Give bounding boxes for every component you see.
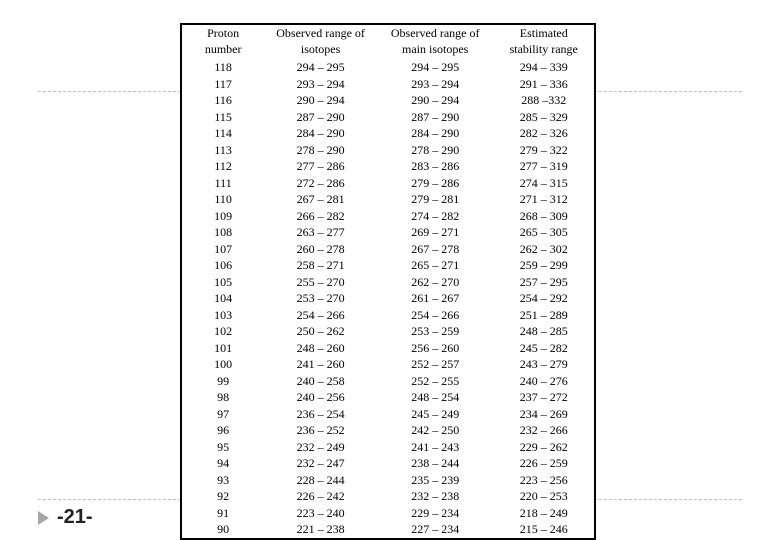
cell-observed-range: 260 – 278 — [296, 241, 345, 256]
header-stability-range — [493, 24, 595, 59]
table-row — [181, 472, 595, 489]
cell-proton-number: 93 — [217, 472, 230, 487]
cell-proton-number: 105 — [214, 274, 233, 289]
cell-observed-range: 272 – 286 — [296, 175, 345, 190]
cell-proton-number: 112 — [214, 159, 232, 173]
cell-proton-number: 103 — [214, 307, 233, 322]
cell-stability-range: 285 – 329 — [519, 109, 568, 124]
cell-observed-range: 278 – 290 — [296, 142, 345, 157]
cell-stability-range: 257 – 295 — [519, 274, 568, 289]
cell-stability-range: 277 – 319 — [519, 159, 568, 173]
cell-main-isotopes: 269 – 271 — [411, 225, 460, 239]
header-line: Observed range of — [276, 26, 365, 40]
cell-main-isotopes: 279 – 286 — [411, 175, 460, 190]
cell-stability-range: 291 – 336 — [519, 76, 568, 91]
cell-main-isotopes: 232 – 238 — [411, 489, 460, 503]
cell-observed-range: 223 – 240 — [296, 505, 345, 520]
table-row — [181, 142, 595, 159]
cell-stability-range: 240 – 276 — [519, 373, 568, 388]
table-row — [181, 422, 595, 439]
cell-proton-number: 110 — [214, 192, 232, 206]
table-body — [181, 59, 595, 539]
cell-main-isotopes: 242 – 250 — [411, 423, 460, 437]
cell-stability-range: 226 – 259 — [519, 456, 568, 470]
cell-main-isotopes: 241 – 243 — [411, 439, 460, 454]
cell-observed-range: 232 – 249 — [296, 439, 345, 454]
header-line: isotopes — [300, 42, 341, 56]
table-row — [181, 356, 595, 373]
header-observed-range — [264, 24, 377, 59]
cell-proton-number: 116 — [214, 93, 232, 107]
page-number: -21- — [57, 506, 93, 528]
cell-stability-range: 294 – 339 — [519, 60, 568, 74]
cell-proton-number: 99 — [217, 373, 230, 388]
cell-stability-range: 237 – 272 — [519, 390, 568, 404]
table-row — [181, 208, 595, 225]
cell-main-isotopes: 293 – 294 — [411, 76, 460, 91]
cell-stability-range: 265 – 305 — [519, 225, 568, 239]
cell-observed-range: 254 – 266 — [296, 307, 345, 322]
cell-main-isotopes: 262 – 270 — [411, 274, 460, 289]
cell-main-isotopes: 267 – 278 — [411, 241, 460, 256]
cell-stability-range: 288 –332 — [521, 93, 567, 107]
table-row — [181, 224, 595, 241]
isotope-range-table — [180, 23, 596, 540]
header-line: Observed range of — [390, 26, 480, 40]
table-row — [181, 505, 595, 522]
cell-stability-range: 248 – 285 — [519, 324, 568, 338]
cell-observed-range: 253 – 270 — [296, 291, 345, 305]
cell-observed-range: 263 – 277 — [296, 225, 345, 239]
header-proton-number — [181, 24, 264, 59]
cell-observed-range: 241 – 260 — [296, 357, 345, 371]
cell-proton-number: 97 — [217, 406, 230, 421]
cell-proton-number: 92 — [217, 489, 230, 503]
cell-observed-range: 240 – 256 — [296, 390, 345, 404]
cell-stability-range: 218 – 249 — [519, 505, 568, 520]
cell-observed-range: 236 – 254 — [296, 406, 345, 421]
table-row — [181, 323, 595, 340]
page-number-area — [38, 506, 93, 529]
cell-main-isotopes: 235 – 239 — [411, 472, 460, 487]
table-row — [181, 455, 595, 472]
cell-proton-number: 94 — [217, 456, 230, 470]
cell-proton-number: 117 — [214, 76, 232, 91]
cell-stability-range: 245 – 282 — [519, 340, 568, 355]
cell-observed-range: 228 – 244 — [296, 472, 345, 487]
table-row — [181, 274, 595, 291]
cell-observed-range: 255 – 270 — [296, 274, 345, 289]
cell-stability-range: 274 – 315 — [519, 175, 568, 190]
cell-observed-range: 248 – 260 — [296, 340, 345, 355]
cell-observed-range: 250 – 262 — [296, 324, 345, 338]
cell-proton-number: 111 — [214, 175, 232, 190]
cell-proton-number: 108 — [214, 225, 233, 239]
cell-stability-range: 243 – 279 — [519, 357, 568, 371]
cell-stability-range: 259 – 299 — [519, 258, 568, 272]
cell-main-isotopes: 284 – 290 — [411, 126, 460, 140]
cell-stability-range: 229 – 262 — [519, 439, 568, 454]
cell-observed-range: 258 – 271 — [296, 258, 345, 272]
cell-observed-range: 226 – 242 — [296, 489, 345, 503]
table-row — [181, 175, 595, 192]
cell-main-isotopes: 265 – 271 — [411, 258, 460, 272]
table-row — [181, 389, 595, 406]
cell-main-isotopes: 274 – 282 — [411, 208, 460, 223]
cell-main-isotopes: 261 – 267 — [411, 291, 460, 305]
cell-observed-range: 293 – 294 — [296, 76, 345, 91]
cell-observed-range: 221 – 238 — [296, 522, 345, 536]
cell-proton-number: 109 — [214, 208, 233, 223]
cell-stability-range: 223 – 256 — [519, 472, 568, 487]
cell-observed-range: 267 – 281 — [296, 192, 345, 206]
cell-proton-number: 113 — [214, 142, 232, 157]
header-line: number — [204, 42, 242, 56]
table-row — [181, 373, 595, 390]
table-row — [181, 158, 595, 175]
cell-main-isotopes: 287 – 290 — [411, 109, 460, 124]
table-row — [181, 191, 595, 208]
cell-stability-range: 215 – 246 — [519, 522, 568, 536]
cell-proton-number: 107 — [214, 241, 233, 256]
header-line: stability range — [509, 42, 578, 56]
cell-stability-range: 220 – 253 — [519, 489, 568, 503]
cell-main-isotopes: 252 – 255 — [411, 373, 460, 388]
cell-main-isotopes: 254 – 266 — [411, 307, 460, 322]
cell-observed-range: 290 – 294 — [296, 93, 345, 107]
cell-main-isotopes: 248 – 254 — [411, 390, 460, 404]
table-row — [181, 439, 595, 456]
cell-proton-number: 102 — [214, 324, 233, 338]
cell-proton-number: 118 — [214, 60, 232, 74]
cell-stability-range: 262 – 302 — [519, 241, 568, 256]
cell-main-isotopes: 253 – 259 — [411, 324, 460, 338]
cell-observed-range: 266 – 282 — [296, 208, 345, 223]
cell-main-isotopes: 227 – 234 — [411, 522, 460, 536]
table-row — [181, 521, 595, 539]
cell-proton-number: 98 — [217, 390, 230, 404]
cell-proton-number: 101 — [214, 340, 233, 355]
table-row — [181, 257, 595, 274]
cell-observed-range: 294 – 295 — [296, 60, 345, 74]
cell-proton-number: 114 — [214, 126, 232, 140]
table-row — [181, 340, 595, 357]
cell-observed-range: 236 – 252 — [296, 423, 345, 437]
cell-observed-range: 277 – 286 — [296, 159, 345, 173]
cell-proton-number: 96 — [217, 423, 230, 437]
cell-stability-range: 234 – 269 — [519, 406, 568, 421]
cell-observed-range: 240 – 258 — [296, 373, 345, 388]
header-line: main isotopes — [402, 42, 469, 56]
table-row — [181, 125, 595, 142]
header-row — [181, 24, 595, 59]
cell-main-isotopes: 278 – 290 — [411, 142, 460, 157]
table-row — [181, 241, 595, 258]
cell-proton-number: 95 — [217, 439, 230, 454]
cell-proton-number: 91 — [217, 505, 230, 520]
cell-stability-range: 279 – 322 — [519, 142, 568, 157]
table-row — [181, 59, 595, 76]
cell-proton-number: 106 — [214, 258, 233, 272]
cell-main-isotopes: 229 – 234 — [411, 505, 460, 520]
cell-main-isotopes: 279 – 281 — [411, 192, 460, 206]
cell-observed-range: 232 – 247 — [296, 456, 345, 470]
cell-main-isotopes: 245 – 249 — [411, 406, 460, 421]
header-line: Proton — [207, 26, 240, 40]
cell-main-isotopes: 238 – 244 — [411, 456, 460, 470]
cell-main-isotopes: 294 – 295 — [411, 60, 460, 74]
cell-stability-range: 282 – 326 — [519, 126, 568, 140]
table-row — [181, 76, 595, 93]
cell-stability-range: 251 – 289 — [519, 307, 568, 322]
cell-proton-number: 115 — [214, 109, 232, 124]
table-row — [181, 109, 595, 126]
table-row — [181, 290, 595, 307]
cell-proton-number: 100 — [214, 357, 233, 371]
cell-stability-range: 254 – 292 — [519, 291, 568, 305]
cell-main-isotopes: 256 – 260 — [411, 340, 460, 355]
table-row — [181, 307, 595, 324]
cell-stability-range: 232 – 266 — [519, 423, 568, 437]
cell-proton-number: 104 — [214, 291, 233, 305]
cell-proton-number: 90 — [217, 522, 230, 536]
table-row — [181, 406, 595, 423]
cell-observed-range: 284 – 290 — [296, 126, 345, 140]
table-row — [181, 92, 595, 109]
header-line: Estimated — [519, 26, 568, 40]
cell-main-isotopes: 252 – 257 — [411, 357, 460, 371]
bullet-arrow-icon — [38, 511, 49, 525]
cell-stability-range: 271 – 312 — [519, 192, 568, 206]
header-main-isotopes — [377, 24, 494, 59]
cell-stability-range: 268 – 309 — [519, 208, 568, 223]
cell-main-isotopes: 290 – 294 — [411, 93, 460, 107]
cell-main-isotopes: 283 – 286 — [411, 159, 460, 173]
table-row — [181, 488, 595, 505]
cell-observed-range: 287 – 290 — [296, 109, 345, 124]
